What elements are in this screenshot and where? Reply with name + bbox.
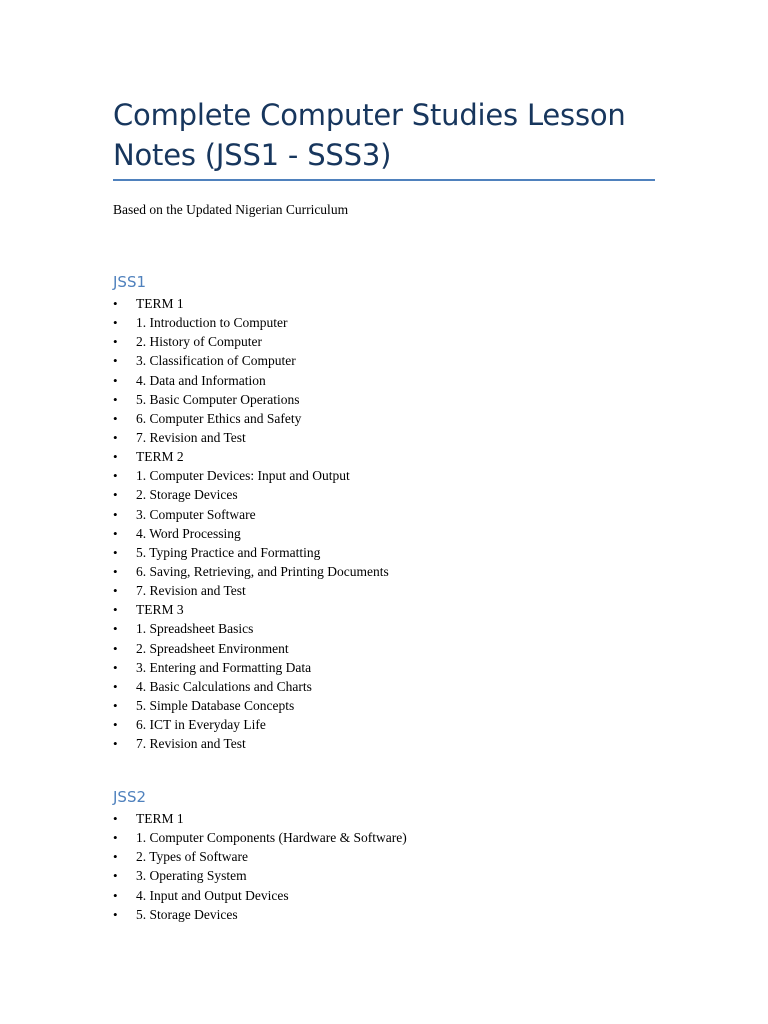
list-item-text: 5. Storage Devices — [136, 906, 238, 922]
list-item-text: 2. Spreadsheet Environment — [136, 640, 289, 656]
list-item-text: 1. Computer Devices: Input and Output — [136, 468, 350, 484]
bullet-icon: • — [113, 717, 118, 733]
list-item-text: 7. Revision and Test — [136, 583, 246, 599]
list-item-text: 2. Types of Software — [136, 849, 249, 865]
bullet-icon: • — [113, 391, 118, 407]
bullet-icon: • — [113, 429, 118, 445]
bullet-icon: • — [113, 506, 118, 522]
list-item-text: TERM 3 — [136, 602, 184, 618]
section-heading-jss2: JSS2 — [113, 788, 147, 806]
list-item-text: TERM 1 — [136, 811, 184, 826]
bullet-icon: • — [113, 353, 118, 369]
bullet-icon: • — [113, 659, 118, 675]
bullet-icon: • — [113, 468, 118, 484]
section-heading-jss1: JSS1 — [113, 273, 147, 291]
bullet-icon: • — [113, 296, 118, 311]
list-item-text: 2. History of Computer — [136, 334, 262, 350]
bullet-icon: • — [113, 544, 118, 560]
list-item-text: 5. Basic Computer Operations — [136, 391, 300, 407]
list-item-text: 3. Entering and Formatting Data — [136, 659, 312, 675]
bullet-icon: • — [113, 372, 118, 388]
bullet-icon: • — [113, 640, 118, 656]
list-item-text: 1. Computer Components (Hardware & Software) — [136, 830, 407, 846]
list-item-text: 5. Simple Database Concepts — [136, 697, 295, 713]
document-subtitle: Based on the Updated Nigerian Curriculum — [113, 202, 349, 217]
list-item-text: 6. Saving, Retrieving, and Printing Documents — [136, 563, 389, 579]
list-item-text: 6. ICT in Everyday Life — [136, 717, 266, 733]
list-item-text: 7. Revision and Test — [136, 736, 246, 752]
list-item-text: 3. Operating System — [136, 868, 247, 884]
list-item-text: 4. Data and Information — [136, 372, 266, 388]
bullet-icon: • — [113, 887, 118, 903]
bullet-icon: • — [113, 334, 118, 350]
list-item-text: TERM 2 — [136, 449, 184, 465]
list-item-text: 5. Typing Practice and Formatting — [136, 544, 321, 560]
list-item-text: TERM 1 — [136, 296, 184, 311]
list-item-text: 1. Spreadsheet Basics — [136, 621, 254, 637]
bullet-icon: • — [113, 736, 118, 752]
list-item-text: 2. Storage Devices — [136, 487, 238, 503]
document-title: Complete Computer Studies Lesson Notes (JSS1 - SSS3) — [113, 98, 626, 172]
list-item-text: 7. Revision and Test — [136, 429, 246, 445]
bullet-icon: • — [113, 697, 118, 713]
bullet-icon: • — [113, 830, 118, 846]
bullet-icon: • — [113, 678, 118, 694]
list-item-text: 3. Classification of Computer — [136, 353, 296, 369]
bullet-icon: • — [113, 487, 118, 503]
bullet-icon: • — [113, 602, 118, 618]
bullet-icon: • — [113, 906, 118, 922]
bullet-icon: • — [113, 525, 118, 541]
bullet-icon: • — [113, 621, 118, 637]
bullet-icon: • — [113, 811, 118, 826]
bullet-icon: • — [113, 868, 118, 884]
list-item-text: 6. Computer Ethics and Safety — [136, 410, 302, 426]
list-item-text: 1. Introduction to Computer — [136, 315, 288, 331]
bullet-icon: • — [113, 849, 118, 865]
list-item-text: 4. Word Processing — [136, 525, 241, 541]
bullet-icon: • — [113, 583, 118, 599]
list-item-text: 4. Input and Output Devices — [136, 887, 289, 903]
title-underline-rule — [113, 179, 655, 181]
list-item-text: 3. Computer Software — [136, 506, 256, 522]
list-item-text: 4. Basic Calculations and Charts — [136, 678, 312, 694]
bullet-icon: • — [113, 315, 118, 331]
bullet-icon: • — [113, 410, 118, 426]
bullet-icon: • — [113, 449, 118, 465]
bullet-icon: • — [113, 563, 118, 579]
